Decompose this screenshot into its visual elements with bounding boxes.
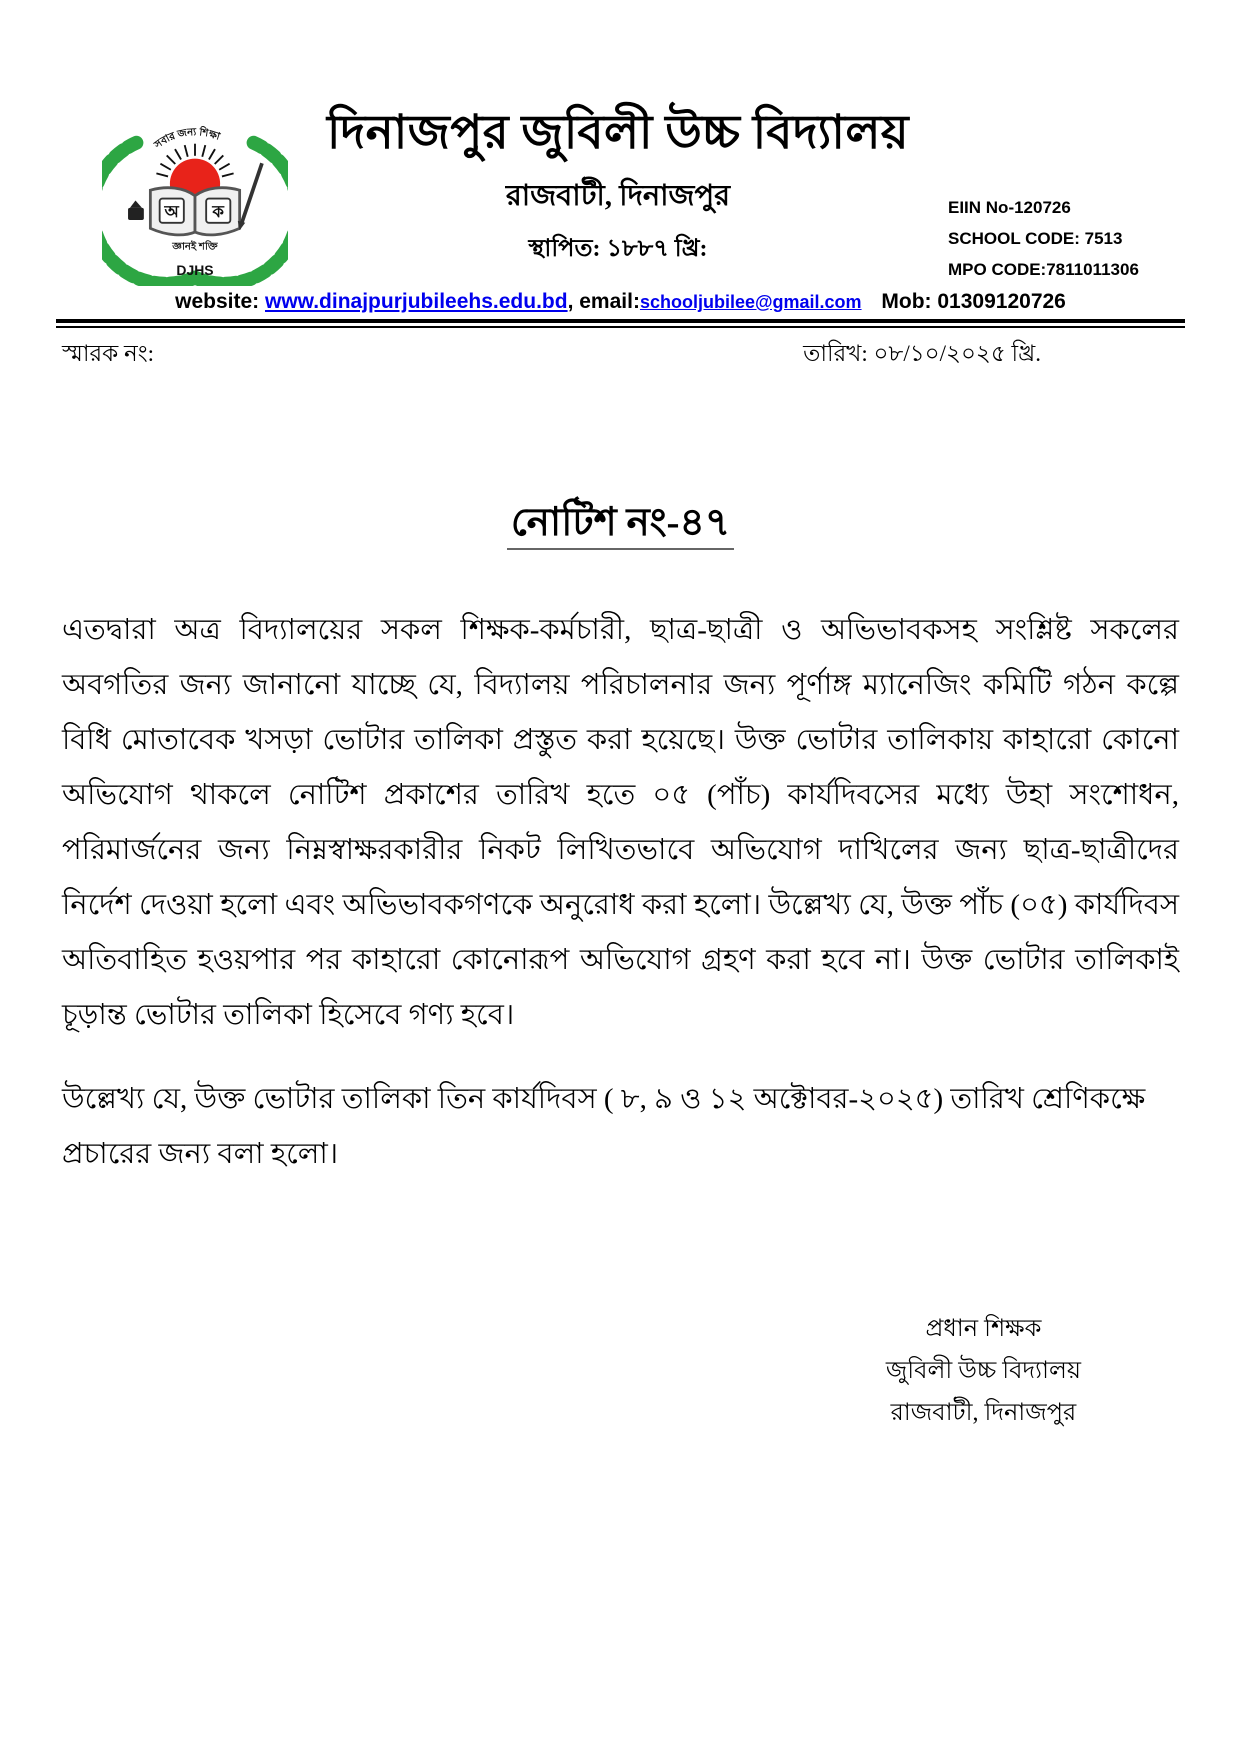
school-established: স্থাপিত: ১৮৮৭ খ্রি:	[528, 235, 708, 262]
school-name: দিনাজপুর জুবিলী উচ্চ বিদ্যালয়	[326, 107, 910, 159]
notice-paragraph-1: এতদ্বারা অত্র বিদ্যালয়ের সকল শিক্ষক-কর্মচারী, ছাত্র-ছাত্রী ও অভিভাবকসহ সংশ্লিষ্ট সকলের অবগতির জন্য জানানো যাচ্ছে যে, বিদ্যালয় পরিচালনার জন্য পূর্ণাঙ্গ ম্যানেজিং কমিটি গঠন কল্পে বিধি মোতাবেক খসড়া ভোটার তালিকা প্রস্তুত করা হয়েছে। উক্ত ভোটার তালিকায় কাহারো কোনো অভিযোগ থাকলে নোটিশ প্রকাশের তারিখ হতে ০৫ (পাঁচ) কার্যদিবসের মধ্যে উহা সংশোধন, পরিমার্জনের জন্য নিম্নস্বাক্ষরকারীর নিকট লিখিতভাবে অভিযোগ দাখিলের জন্য ছাত্র-ছাত্রীদের নির্দেশ দেওয়া হলো এবং অভিভাবকগণকে অনুরোধ করা হলো। উল্লেখ্য যে, উক্ত পাঁচ (০৫) কার্যদিবস অতিবাহিত হওয়পার পর কাহারো কোনোরূপ অভিযোগ গ্রহণ করা হবে না। উক্ত ভোটার তালিকাই চূড়ান্ত ভোটার তালিকা হিসেবে গণ্য হবে।	[62, 614, 1179, 1031]
inkpot-icon	[128, 200, 144, 220]
logo-monogram: DJHS	[176, 261, 214, 278]
signature-designation: প্রধান শিক্ষক	[925, 1316, 1042, 1342]
school-logo-icon	[102, 100, 288, 286]
website-link[interactable]: www.dinajpurjubileehs.edu.bd	[265, 290, 568, 313]
school-code: SCHOOL CODE: 7513	[948, 229, 1123, 248]
school-identity	[288, 100, 948, 286]
memo-date-row	[0, 328, 1241, 374]
contact-line	[0, 290, 1241, 314]
book-letter-left: অ	[164, 202, 179, 222]
header-divider	[56, 319, 1185, 328]
book-letter-right: ক	[212, 202, 225, 222]
logo-bottom-text: জ্ঞানই শক্তি	[172, 241, 218, 253]
email-link[interactable]: schooljubilee@gmail.com	[639, 292, 862, 312]
book-icon	[150, 188, 239, 235]
logo-top-text: সবার জন্য শিক্ষা	[152, 127, 222, 151]
notice-title-wrap	[0, 492, 1241, 557]
notice-title: নোটিশ নং-৪৭	[507, 501, 734, 550]
memo-number-label: স্মারক নং:	[62, 341, 155, 366]
letterhead	[0, 0, 1241, 286]
mpo-code: MPO CODE:7811011306	[948, 260, 1139, 279]
school-codes	[948, 100, 1183, 286]
website-label: website:	[175, 290, 260, 313]
school-address: রাজবাটী, দিনাজপুর	[505, 179, 731, 212]
pen-icon	[238, 163, 262, 230]
signature-location: রাজবাটী, দিনাজপুর	[890, 1400, 1077, 1426]
notice-date: তারিখ: ০৮/১০/২০২৫ খ্রি.	[803, 341, 1041, 366]
notice-body	[0, 603, 1241, 1182]
signature-block	[886, 1308, 1081, 1434]
mobile-number: Mob: 01309120726	[881, 290, 1066, 313]
email-label: , email:	[567, 290, 640, 313]
signature-school: জুবিলী উচ্চ বিদ্যালয়	[885, 1358, 1081, 1384]
school-logo	[102, 100, 288, 286]
notice-paragraph-2: উল্লেখ্য যে, উক্ত ভোটার তালিকা তিন কার্যদিবস ( ৮, ৯ ও ১২ অক্টোবর-২০২৫) তারিখ শ্রেণিকক্ষে প্রচারের জন্য বলা হলো।	[62, 1083, 1146, 1170]
eiin-code: EIIN No-120726	[948, 198, 1071, 217]
